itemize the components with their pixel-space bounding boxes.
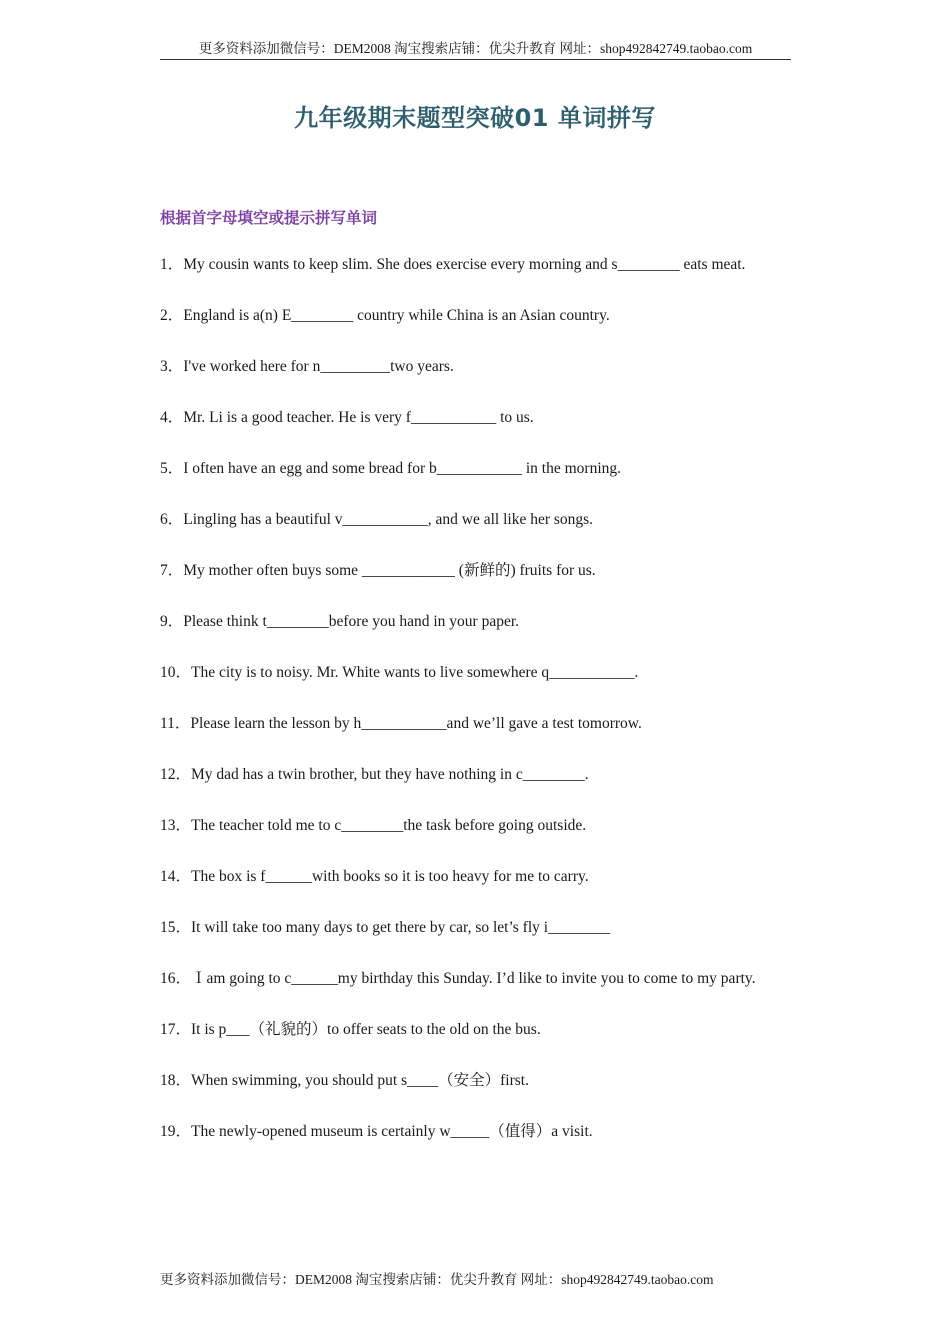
question-19: 19．The newly-opened museum is certainly w_____（值得）a visit. [160, 1123, 593, 1140]
question-7: 7．My mother often buys some ____________ (新鲜的) fruits for us. [160, 562, 596, 579]
section-heading: 根据首字母填空或提示拼写单词 [160, 209, 378, 227]
question-18: 18．When swimming, you should put s____（安全）first. [160, 1072, 529, 1089]
question-6: 6．Lingling has a beautiful v___________, and we all like her songs. [160, 511, 594, 528]
question-15: 15．It will take too many days to get there by car, so let’s fly i________ [160, 919, 611, 936]
question-4: 4．Mr. Li is a good teacher. He is very f___________ to us. [160, 409, 534, 426]
page-title: 九年级期末题型突破01 单词拼写 [294, 104, 656, 132]
question-17: 17．It is p___（礼貌的）to offer seats to the old on the bus. [160, 1021, 541, 1038]
question-10: 10．The city is to noisy. Mr. White wants to live somewhere q___________. [160, 664, 639, 681]
question-13: 13．The teacher told me to c________the task before going outside. [160, 817, 587, 834]
question-5: 5．I often have an egg and some bread for b___________ in the morning. [160, 460, 622, 477]
question-9: 9．Please think t________before you hand in your paper. [160, 613, 520, 630]
question-16: 16．Ｉam going to c______my birthday this Sunday. I’d like to invite you to come to my party. [160, 970, 756, 987]
question-2: 2．England is a(n) E________ country while China is an Asian country. [160, 307, 610, 324]
question-12: 12．My dad has a twin brother, but they have nothing in c________. [160, 766, 589, 783]
page-footer: 更多资料添加微信号：DEM2008 淘宝搜索店铺：优尖升教育 网址：shop492842749.taobao.com [160, 1272, 714, 1287]
question-list [160, 246, 770, 1164]
question-1: 1．My cousin wants to keep slim. She does exercise every morning and s________ eats meat. [160, 256, 746, 273]
question-3: 3．I've worked here for n_________two years. [160, 358, 454, 375]
question-11: 11．Please learn the lesson by h___________and we’ll gave a test tomorrow. [160, 715, 642, 732]
page-header: 更多资料添加微信号：DEM2008 淘宝搜索店铺：优尖升教育 网址：shop492842749.taobao.com [160, 40, 791, 60]
question-14: 14．The box is f______with books so it is too heavy for me to carry. [160, 868, 589, 885]
